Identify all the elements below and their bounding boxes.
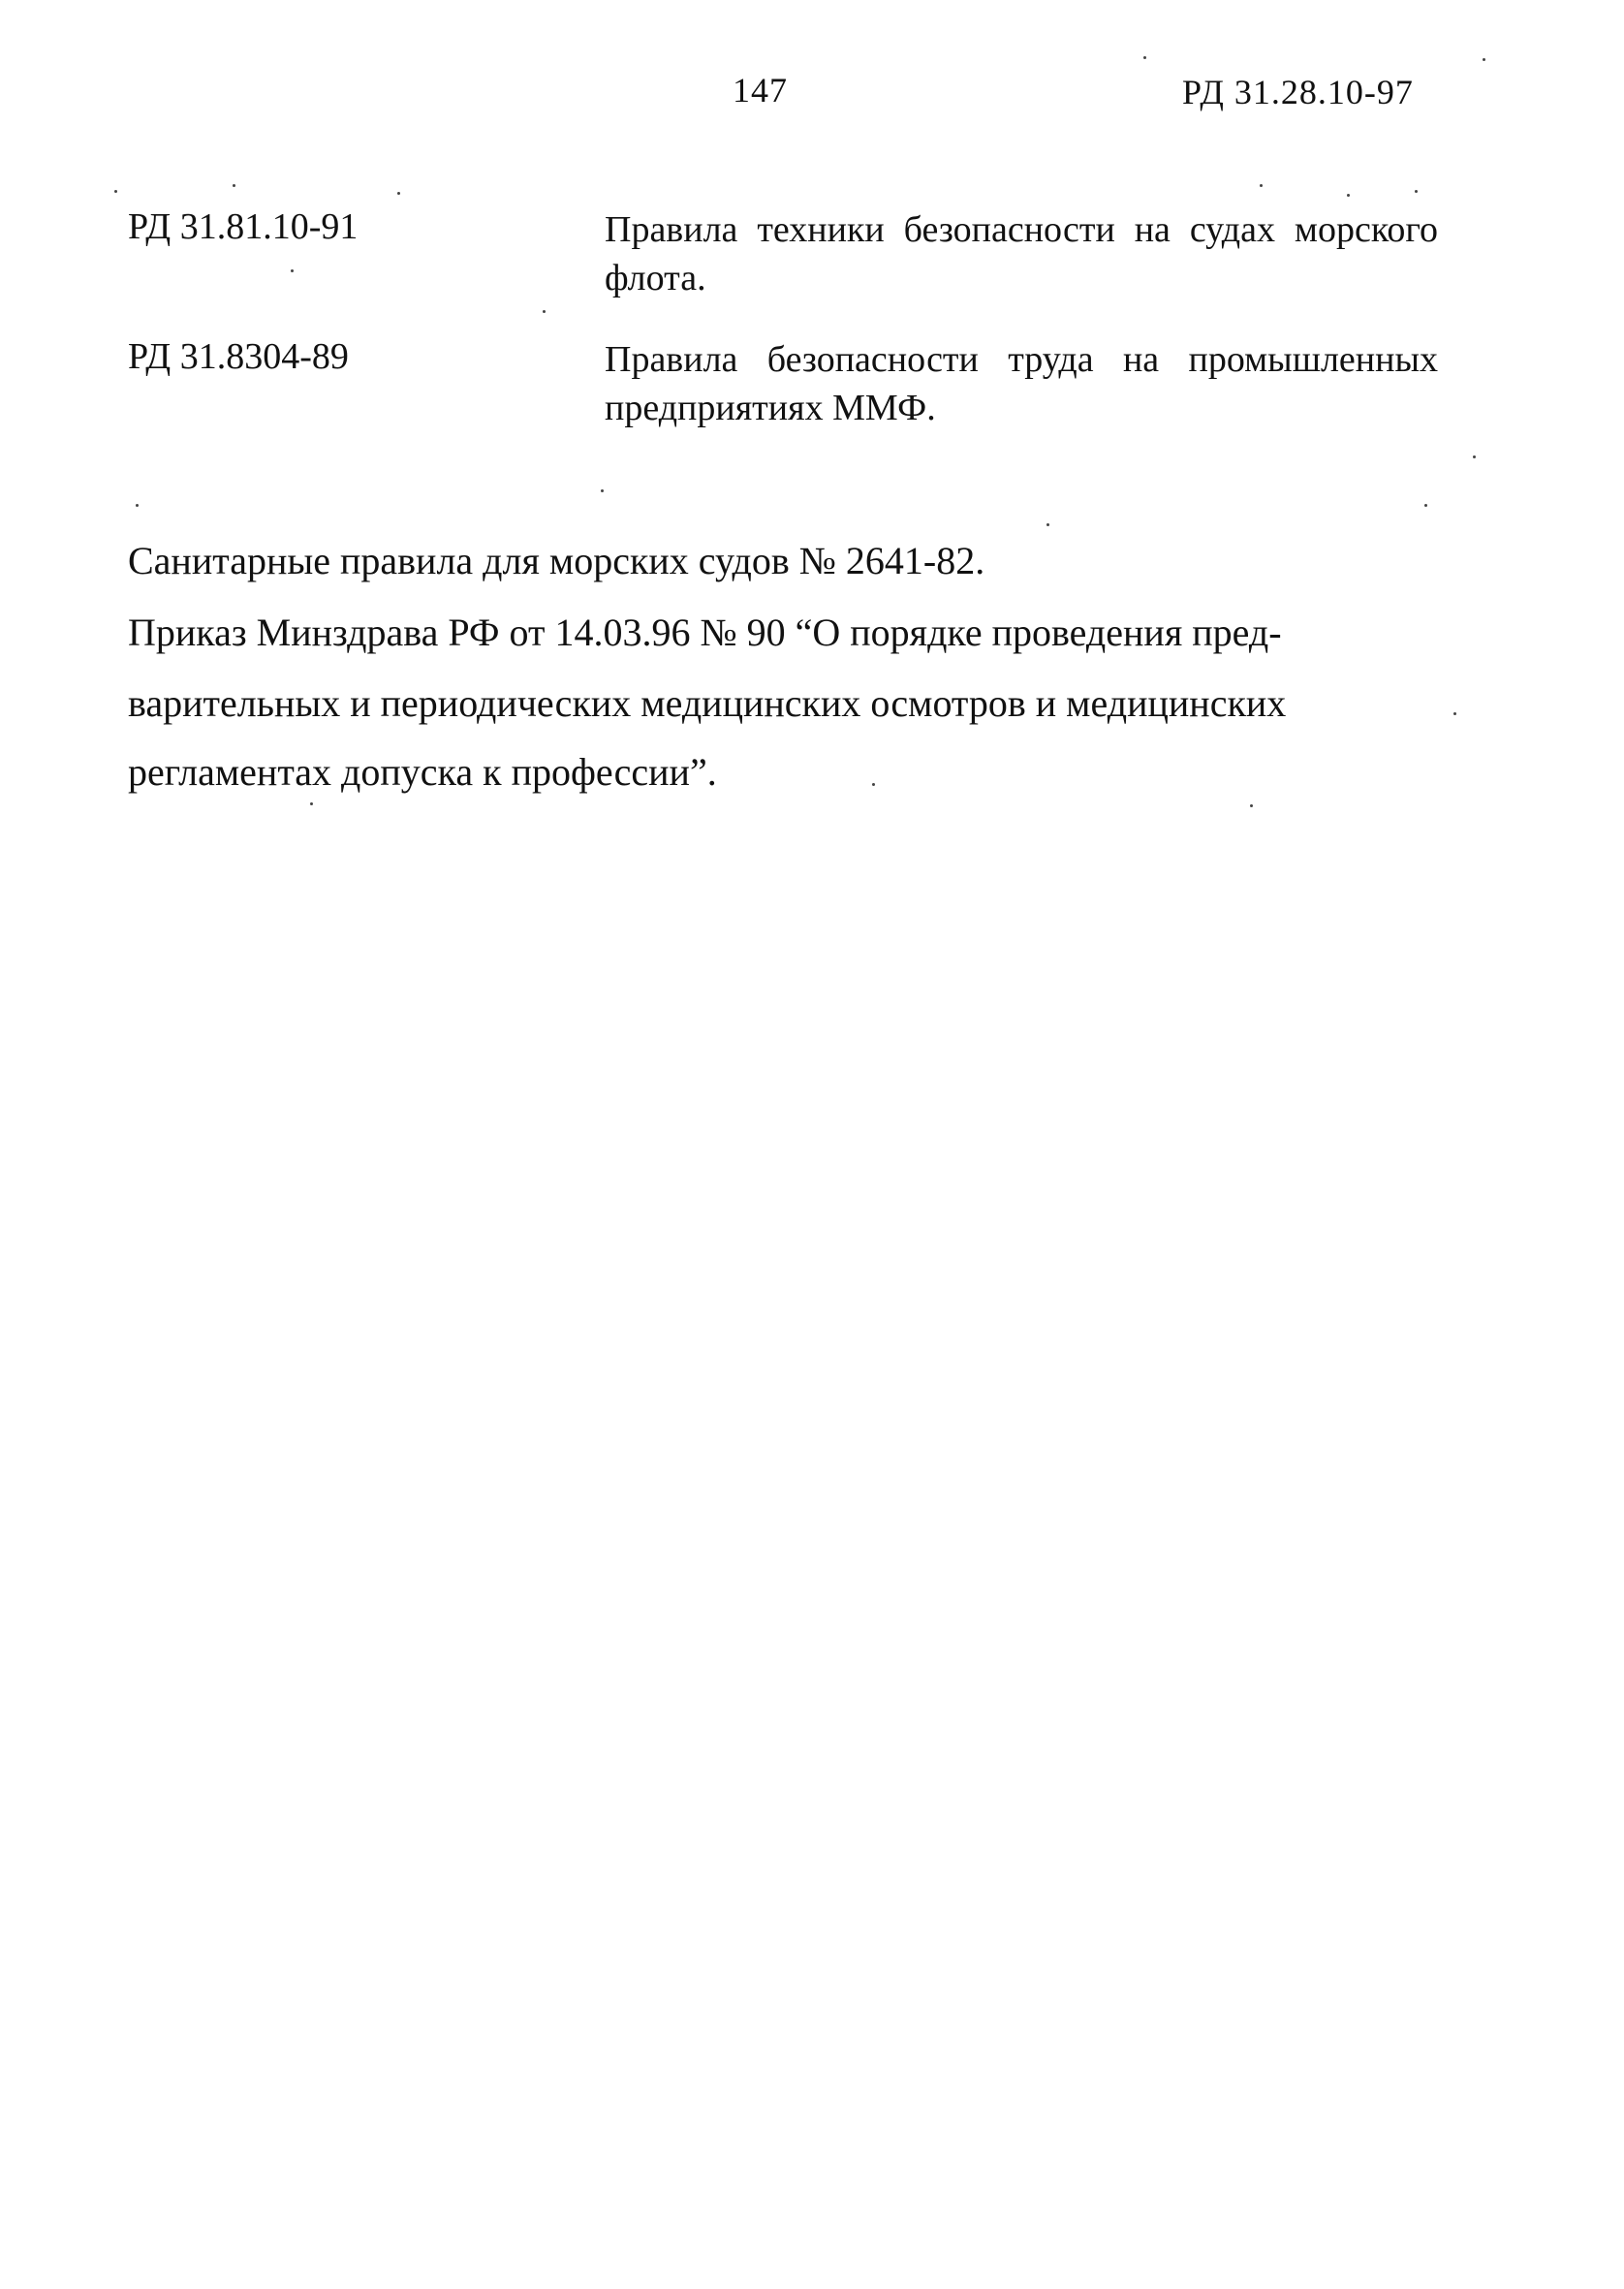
body-line: Санитарные правила для морских судов № 2641-82. xyxy=(128,539,985,582)
reference-title: Правила техники безопасности на судах морского флота. xyxy=(605,209,1438,298)
reference-title: Правила безопасности труда на промышленных предприятиях ММФ. xyxy=(605,339,1438,428)
body-line: варительных и периодических медицинских осмотров и медицинских xyxy=(128,681,1287,725)
reference-code: РД 31.81.10-91 xyxy=(128,206,359,247)
body-line: Приказ Минздрава РФ от 14.03.96 № 90 “О порядке проведения пред- xyxy=(128,611,1282,654)
reference-code: РД 31.8304-89 xyxy=(128,336,349,377)
page-number: 147 xyxy=(733,71,788,110)
body-line: регламентах допуска к профессии”. xyxy=(128,750,717,794)
document-code: РД 31.28.10-97 xyxy=(1182,73,1414,111)
